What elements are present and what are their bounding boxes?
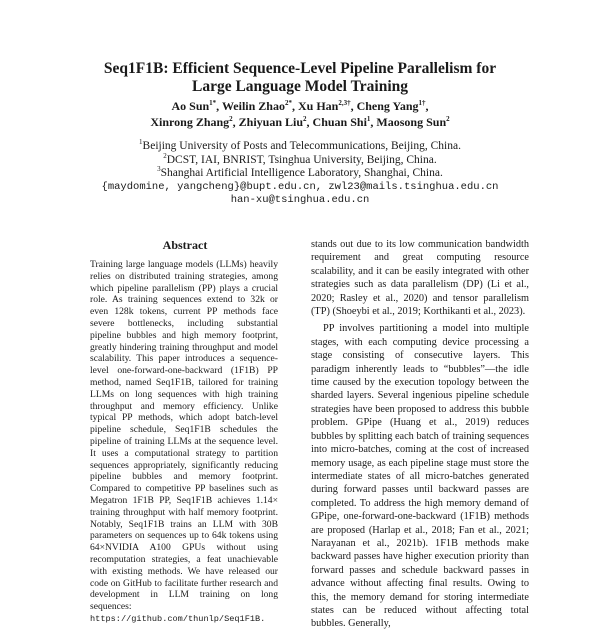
affiliation-2	[60, 151, 540, 168]
author-name: , Maosong Sun	[370, 115, 447, 129]
body-paragraph-1: stands out due to its low communication bandwidth requirement and great computing resource scalability, and it can be easily integrated with other strategies such as data parallelism (DP) (Li et al., 2020; Rasley et al., 2020) and tensor parallelism (TP) (Shoeybi et al., 2019; Korthikanti et al., 2023).	[311, 239, 529, 318]
affil-text: Shanghai Artificial Intelligence Laboratory, Shanghai, China.	[160, 167, 443, 179]
author-name: , Zhiyuan Liu	[232, 115, 304, 129]
github-link[interactable]: https://github.com/thunlp/Seq1F1B.	[90, 613, 266, 624]
body-column-right	[311, 238, 529, 631]
authors-line-2	[60, 114, 540, 130]
email-line-2: han-xu@tsinghua.edu.cn	[230, 194, 370, 206]
author-list	[60, 98, 540, 130]
author-name: , Chuan Shi	[306, 115, 367, 129]
authors-line-1	[60, 98, 540, 114]
author-name: , Cheng Yang	[350, 99, 419, 113]
author-affil-mark: 2	[229, 115, 233, 123]
author-separator: ,	[425, 99, 429, 113]
affiliations	[60, 140, 540, 208]
author-affil-mark: 2	[303, 115, 307, 123]
affiliation-1	[60, 140, 540, 154]
author-affil-mark: 1	[366, 115, 371, 123]
author-name: , Weilin Zhao	[216, 99, 285, 113]
affiliation-3	[60, 167, 540, 181]
author-name: Xinrong Zhang	[150, 115, 230, 129]
affil-text: Beijing University of Posts and Telecommunications, Beijing, China.	[142, 140, 461, 152]
email-line-1: {maydomine, yangcheng}@bupt.edu.cn, zwl23@mails.tsinghua.edu.cn	[101, 180, 499, 193]
abstract-text: Training large language models (LLMs) heavily relies on distributed training strategies, among which pipeline parallelism (PP) plays a crucial role. As training sequences extend to 32k or even 128k tokens, current PP methods face severe bottlenecks, including substantial pipeline bubbles and high memory footprint, greatly hindering training throughput and model scalability. This paper introduces a sequence-level one-forward-one-backward (1F1B) PP method, named Seq1F1B, tailored for training LLMs on long sequences with high training throughput and memory efficiency. Unlike typical PP methods, which adopt batch-level pipeline schedule, Seq1F1B schedules the pipeline of training LLMs at the sequence level. It uses a computational strategy to partition sequences appropriately, significantly reducing pipeline bubbles and memory footprint. Compared to competitive PP baselines such as Megatron 1F1B PP, Seq1F1B achieves 1.14× training throughput with half memory footprint. Notably, Seq1F1B trains an LLM with 30B parameters on sequences up to 64k tokens using 64×NVIDIA A100 GPUs without using recomputation strategies, a feat unachievable with existing methods. We have released our code on GitHub to facilitate further research and development in LLM training on long sequences:	[90, 259, 278, 613]
author-affil-mark: 1†	[418, 99, 426, 107]
affil-text: DCST, IAI, BNRIST, Tsinghua University, Beijing, China.	[166, 153, 437, 166]
body-paragraph-2: PP involves partitioning a model into multiple stages, with each computing device processing a stage consisting of consecutive layers. This paradigm inherently leads to “bubbles”—the idle time caused by the execution topology between the sharded layers. Several ingenious pipeline schedule strategies have been proposed to address this bubble problem. GPipe (Huang et al., 2019) reduces bubbles by splitting each batch of training sequences into micro-batches, coming at the cost of increased memory usage, as each pipeline stage must store the intermediate states of all micro-batches generated during forward passes until backward passes are completed. To address the high memory demand of GPipe, one-forward-one-backward (1F1B) methods are proposed (Harlap et al., 2018; Fan et al., 2021; Narayanan et al., 2021b). 1F1B methods make backward passes have higher execution priority than forward passes and schedule backward passes in advance without affecting final results. Owing to this, the memory demand for storing intermediate states can be reduced without affecting total bubbles. Generally,	[311, 323, 529, 630]
affil-mark: 1	[139, 138, 143, 147]
abstract-heading: Abstract	[162, 238, 208, 252]
author-name: , Xu Han	[291, 99, 339, 113]
title-line-1: Seq1F1B: Efficient Sequence-Level Pipeline Parallelism for	[103, 60, 497, 77]
affil-mark: 2	[163, 151, 167, 160]
author-affil-mark: 2,3†	[338, 99, 351, 107]
author-affil-mark: 2	[446, 115, 450, 123]
author-name: Ao Sun	[171, 99, 210, 113]
author-affil-mark: 1*	[209, 99, 217, 107]
abstract-body	[90, 259, 278, 626]
affil-mark: 3	[157, 165, 161, 174]
title-line-2: Large Language Model Training	[191, 78, 408, 95]
author-affil-mark: 2*	[284, 99, 292, 107]
paper-title	[60, 60, 540, 96]
